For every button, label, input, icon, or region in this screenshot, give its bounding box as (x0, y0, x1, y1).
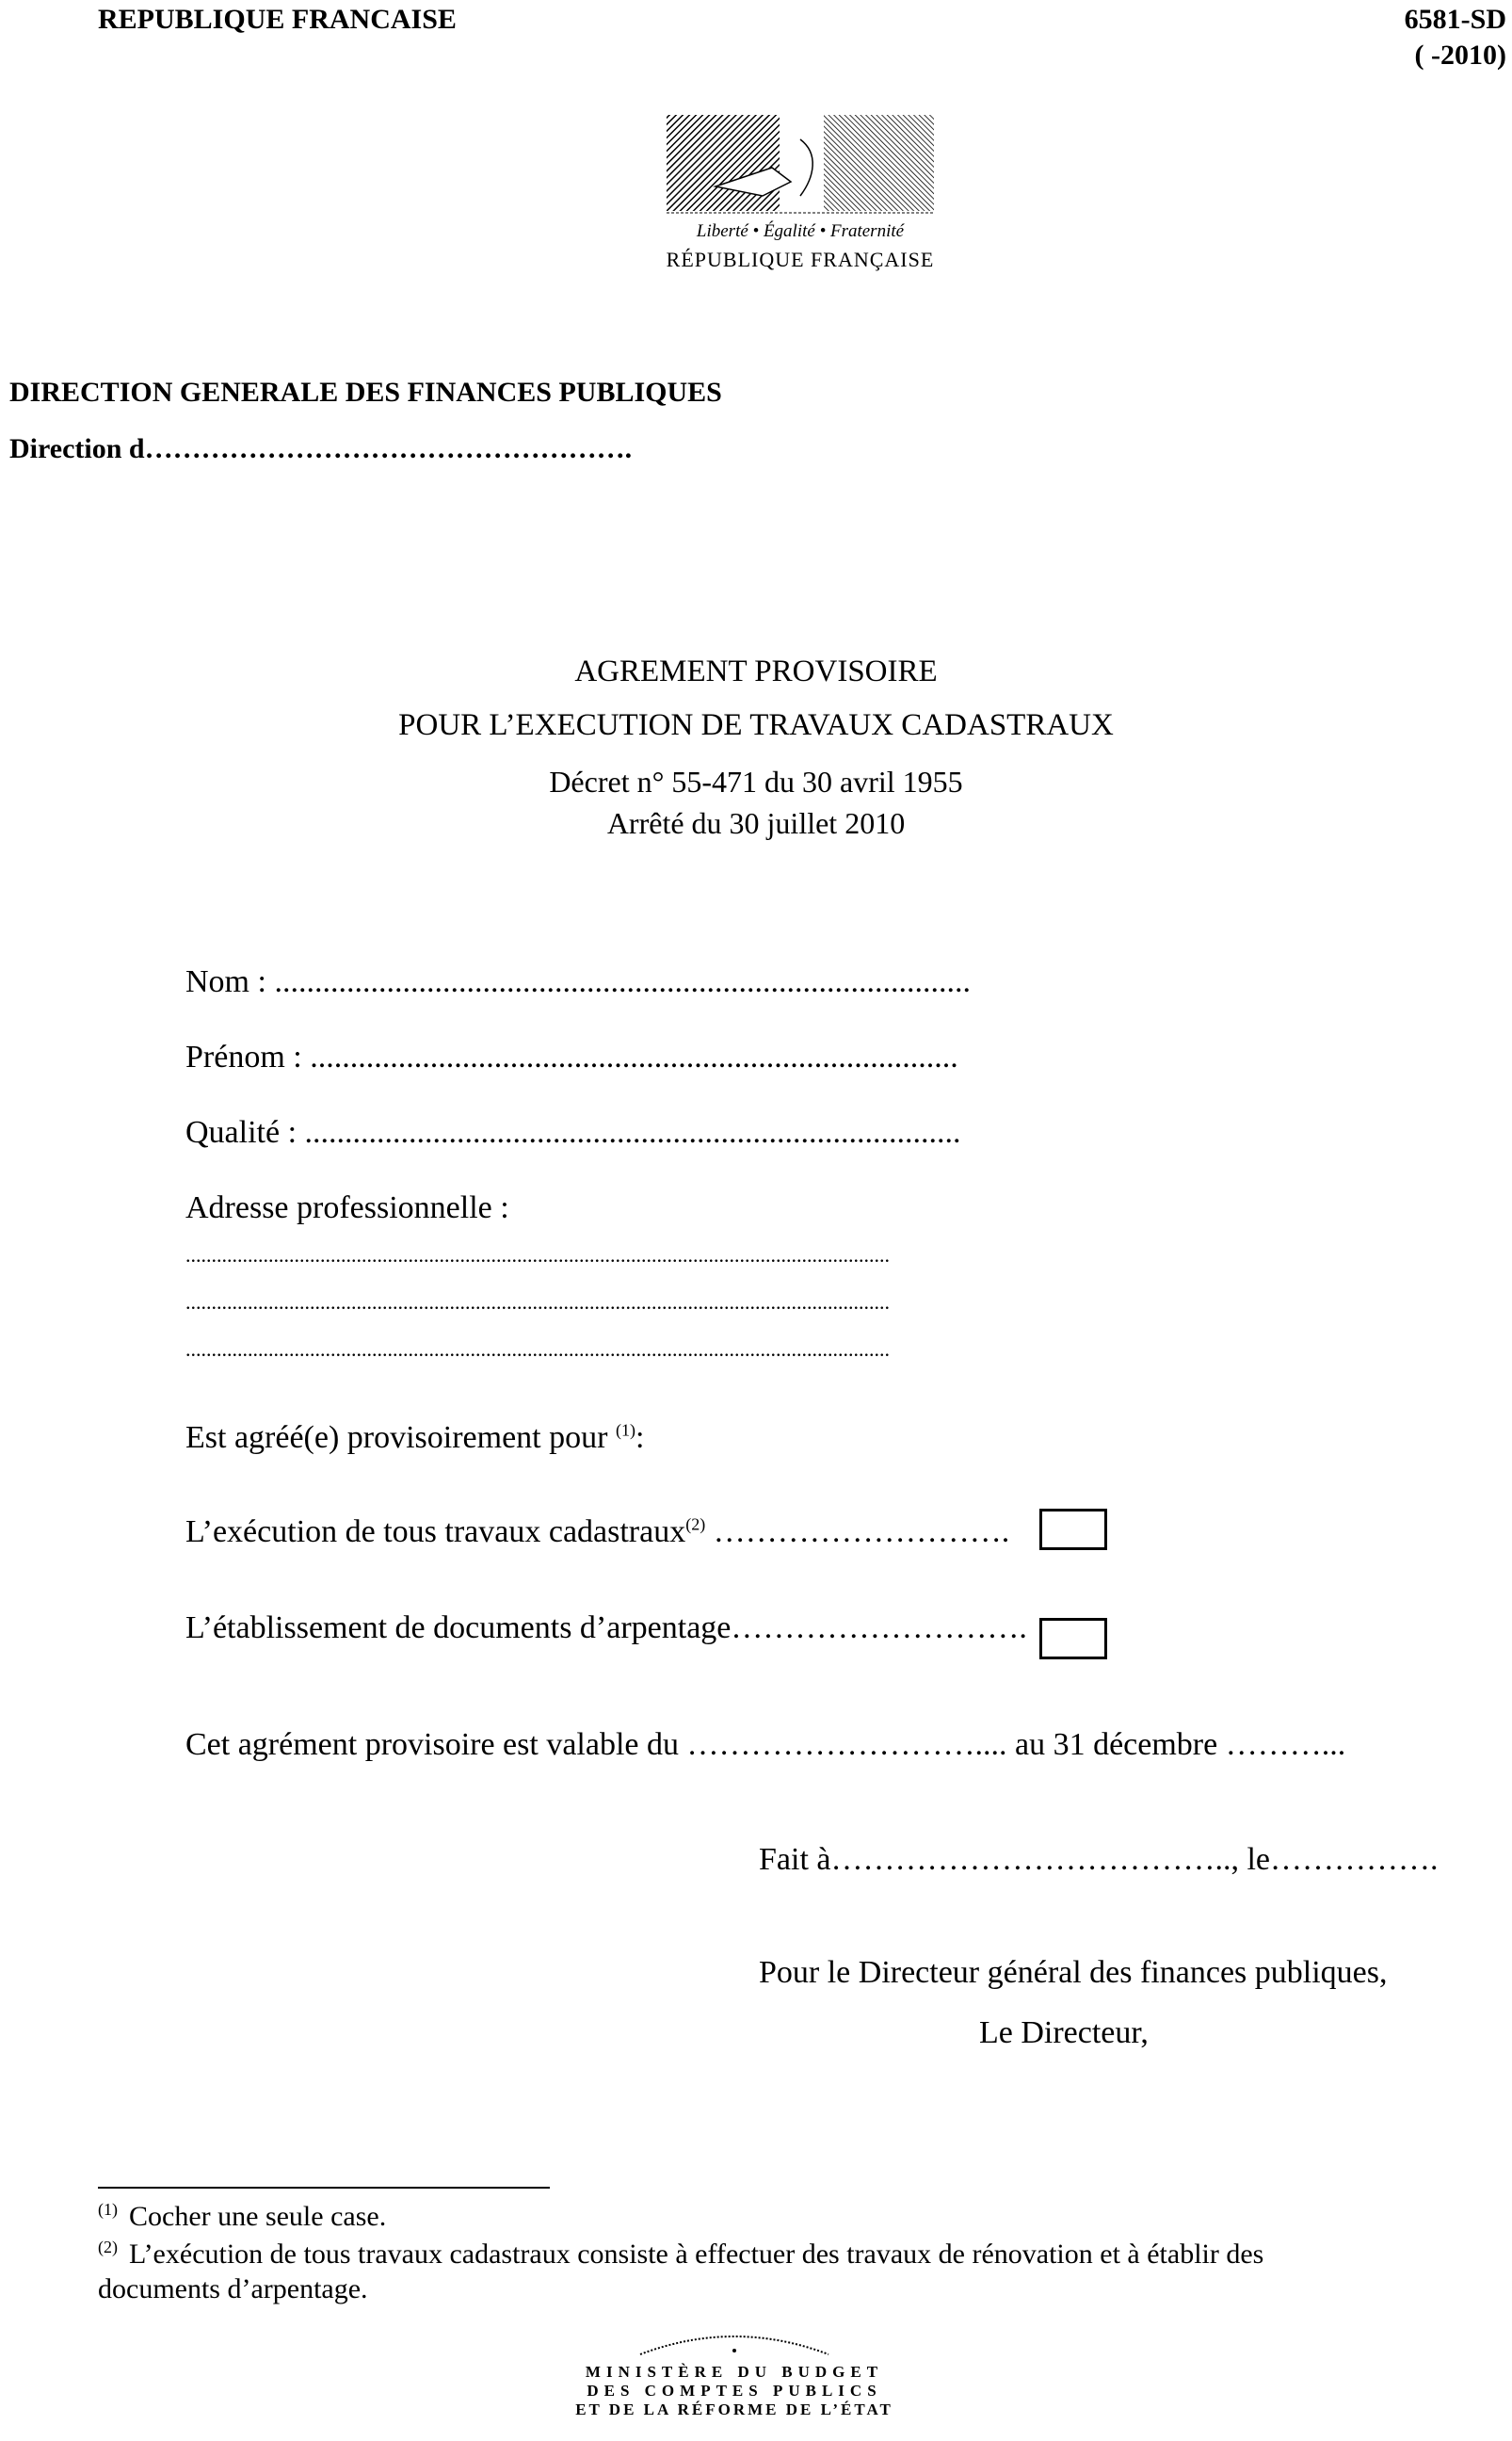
checkbox-travaux-cadastraux[interactable] (1039, 1509, 1107, 1550)
footnote-1-num: (1) (98, 2200, 118, 2219)
footnote-1 (98, 2200, 386, 2233)
header-republic: REPUBLIQUE FRANCAISE (98, 4, 457, 35)
field-qualite[interactable]: Qualité : .................................................................................. (185, 1115, 961, 1150)
marianne-logo-icon (659, 111, 941, 215)
direction-field: Direction d……………………………………………. (9, 433, 633, 464)
option2-label: L’établissement de documents d’arpentage (185, 1610, 732, 1645)
option-documents-arpentage (185, 1610, 1027, 1646)
checkbox-documents-arpentage[interactable] (1039, 1618, 1107, 1659)
field-adresse-line-1[interactable]: ........................................................................................................................................ (185, 1243, 890, 1267)
ministry-logo (546, 2326, 923, 2419)
footnote-2-continued: documents d’arpentage. (98, 2273, 368, 2304)
label-adresse: Adresse professionnelle : (185, 1190, 509, 1225)
footnote-2-num: (2) (98, 2238, 118, 2256)
footnote-separator (98, 2187, 550, 2189)
title-order: Arrêté du 30 juillet 2010 (606, 806, 906, 840)
director-title: Le Directeur, (979, 2015, 1149, 2050)
field-adresse-line-2[interactable]: ........................................................................................................................................ (185, 1290, 890, 1314)
footnote-2 (98, 2238, 1263, 2271)
logo-motto: Liberté • Égalité • Fraternité (696, 221, 905, 241)
ministry-arc-icon (621, 2326, 847, 2358)
option-travaux-cadastraux (185, 1514, 1009, 1550)
footnote-1-text: Cocher une seule case. (129, 2201, 387, 2232)
option2-dots: ………………………. (731, 1610, 1027, 1645)
footnote-ref-2: (2) (685, 1514, 706, 1534)
field-nom[interactable]: Nom : ....................................................................................... (185, 964, 971, 999)
for-director-general: Pour le Directeur général des finances publiques, (759, 1955, 1388, 1990)
approval-intro-colon: : (635, 1420, 645, 1455)
option1-label: L’exécution de tous travaux cadastraux (185, 1514, 686, 1549)
field-prenom[interactable]: Prénom : ................................................................................. (185, 1040, 958, 1075)
approval-intro-text: Est agréé(e) provisoirement pour (185, 1420, 608, 1455)
title-decree: Décret n° 55-471 du 30 avril 1955 (549, 765, 963, 799)
form-year: ( -2010) (1414, 40, 1506, 71)
place-date-field[interactable]: Fait à……………………………….., le……………. (759, 1842, 1439, 1877)
title-agrement: AGREMENT PROVISOIRE (574, 655, 938, 688)
field-adresse-line-3[interactable]: ........................................................................................................................................ (185, 1337, 890, 1361)
ministry-line-3: ET DE LA RÉFORME DE L’ÉTAT (575, 2401, 893, 2418)
direction-general: DIRECTION GENERALE DES FINANCES PUBLIQUES (9, 377, 722, 408)
ministry-line-1: MINISTÈRE DU BUDGET (585, 2363, 884, 2381)
footnote-2-text: L’exécution de tous travaux cadastraux consiste à effectuer des travaux de rénovation et à établir des (129, 2239, 1264, 2270)
footnote-ref-1: (1) (615, 1420, 635, 1440)
option1-dots: ………………………. (705, 1514, 1010, 1549)
title-execution: POUR L’EXECUTION DE TRAVAUX CADASTRAUX (398, 708, 1114, 742)
logo-name: RÉPUBLIQUE FRANÇAISE (666, 248, 935, 271)
approval-intro (185, 1420, 644, 1456)
ministry-line-2: DES COMPTES PUBLICS (587, 2382, 882, 2400)
form-code: 6581-SD (1404, 4, 1506, 35)
marianne-logo (659, 111, 941, 281)
validity-period[interactable]: Cet agrément provisoire est valable du ……………………….... au 31 décembre ………... (185, 1727, 1346, 1762)
